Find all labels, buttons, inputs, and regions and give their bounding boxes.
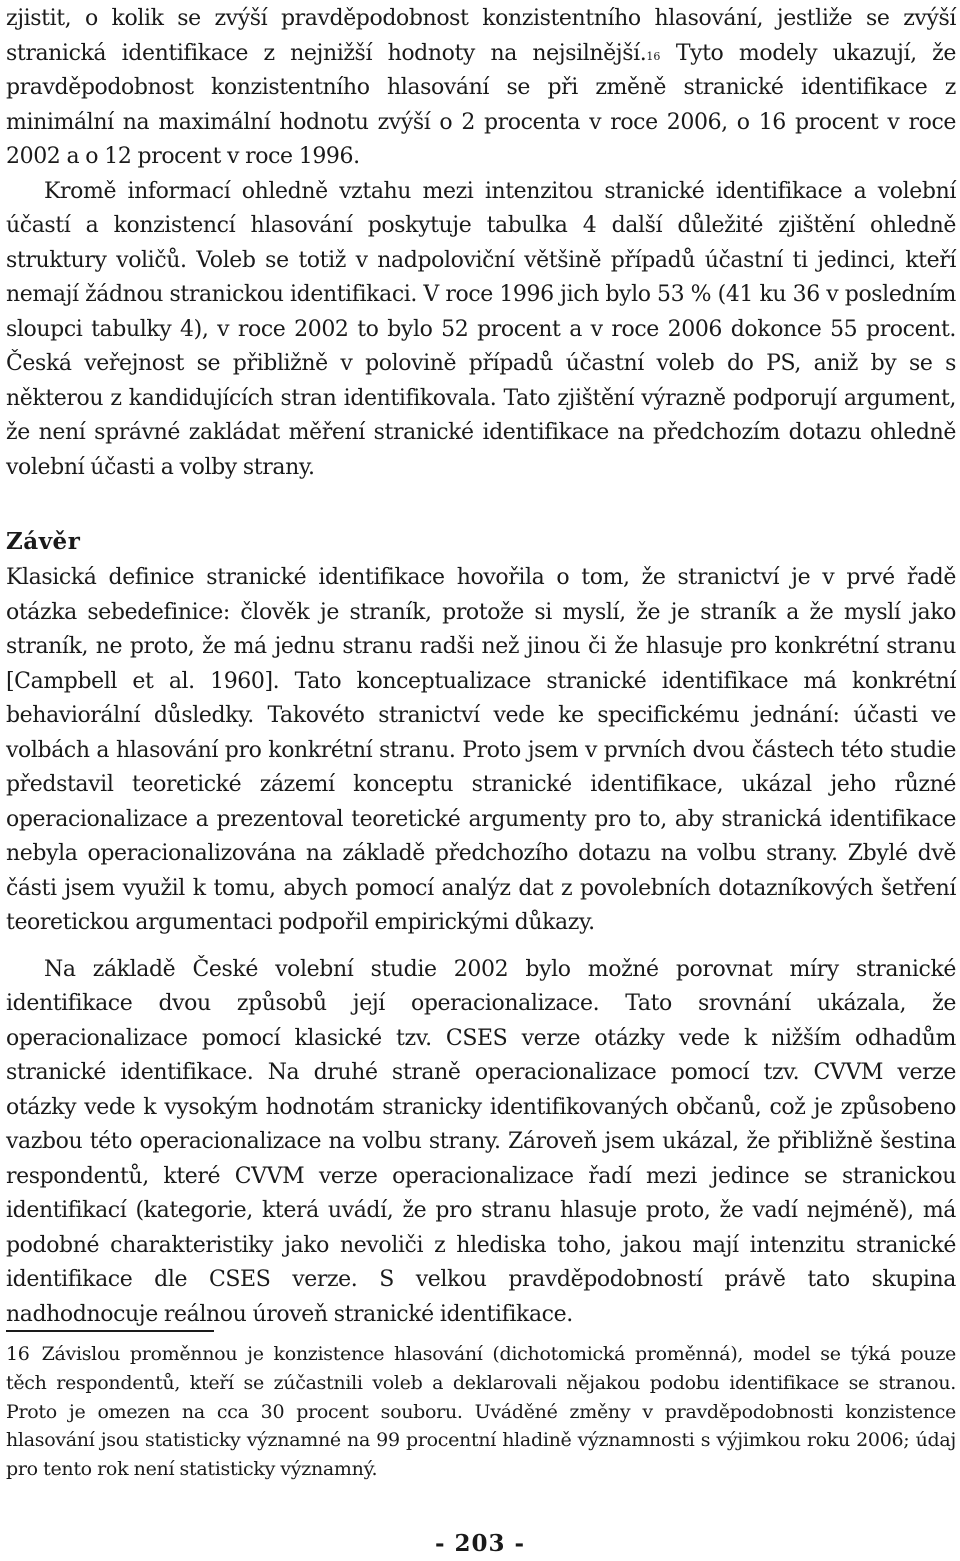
- conclusion-paragraph-1: Klasická definice stranické identifikace hovořila o tom, že stranictví je v prvé řadě otázka sebedefinice: člověk je straník, protože si myslí, že je straník a že myslí jako straník, ne proto, že má jednu stranu radši než jinou či že hlasuje pro konkrétní stranu [Campbell et al. 1960]. Tato konceptualizace stranické identifikace má konkrétní behaviorální důsledky. Takovéto stranictví vede ke specifickému jednání: účasti ve volbách a hlasování pro konkrétní stranu. Proto jsem v prvních dvou částech této studie představil teoretické zázemí konceptu stranické identifikace, ukázal jeho různé operacionalizace a prezentoval teoretické argumenty pro to, aby stranická identifikace nebyla operacionalizována na základě předchozího dotazu na volbu strany. Zbylé dvě části jsem využil k tomu, abych pomocí analýz dat z povolebních dotazníkových šetření teoretickou argumentaci podpořil empirickými důkazy.: [6, 565, 956, 935]
- footnote-reference[interactable]: 16: [646, 49, 661, 63]
- footnote-number: 16: [6, 1343, 30, 1365]
- body-paragraph-1-text: zjistit, o kolik se zvýší pravděpodobnost konzistentního hlasování, jestliže se zvýší stranická identifikace z nejnižší hodnoty na nejsilnější.: [6, 6, 956, 66]
- body-paragraph-1-continuation: Tyto modely ukazují, že pravděpodobnost konzistentního hlasování se při změně stranické identifikace z minimální na maximální hodnotu zvýší o 2 procenta v roce 2006, o 16 procent v roce 2002 a o 12 procent v roce 1996.: [6, 40, 956, 169]
- section-heading-conclusion: Závěr: [6, 528, 81, 555]
- footnote-text: Závislou proměnnou je konzistence hlasování (dichotomická proměnná), model se týká pouze těch respondentů, kteří se zúčastnili voleb a deklarovali nějakou podobu identifikace se stranou. Proto je omezen na cca 30 procent souboru. Uváděné změny v pravděpodobnosti konzistence hlasování jsou statisticky významné na 99 procentní hladině významnosti s výjimkou roku 2006; údaj pro tento rok není statisticky významný.: [6, 1343, 956, 1481]
- body-paragraph-2: Kromě informací ohledně vztahu mezi intenzitou stranické identifikace a volební účastí a konzistencí hlasování poskytuje tabulka 4 další důležité zjištění ohledně struktury voličů. Voleb se totiž v nadpoloviční většině případů účastní ti jedinci, kteří nemají žádnou stranickou identifikaci. V roce 1996 jich bylo 53 % (41 ku 36 v posledním sloupci tabulky 4), v roce 2002 to bylo 52 procent a v roce 2006 dokonce 55 procent. Česká veřejnost se přibližně v polovině případů účastní voleb do PS, aniž by se s některou z kandidujících stran identifikovala. Tato zjištění výrazně podporují argument, že není správné zakládat měření stranické identifikace na předchozím dotazu ohledně volební účasti a volby strany.: [6, 178, 956, 480]
- conclusion-paragraph-2: Na základě České volební studie 2002 bylo možné porovnat míry stranické identifikace dvou způsobů její operacionalizace. Tato srovnání ukázala, že operacionalizace pomocí klasické tzv. CSES verze otázky vede k nižším odhadům stranické identifikace. Na druhé straně operacionalizace pomocí tzv. CVVM verze otázky vede k vysokým hodnotám stranicky identifikovaných občanů, což je způsobeno vazbou této operacionalizace na volbu strany. Zároveň jsem ukázal, že přibližně šestina respondentů, které CVVM verze operacionalizace řadí mezi jedince se stranickou identifikací (kategorie, která uvádí, že pro stranu hlasuje proto, že vadí nejméně), má podobné charakteristiky jako nevoliči z hlediska toho, jakou mají intenzitu stranické identifikace dle CSES verze. S velkou pravděpodobností právě tato skupina nadhodnocuje reálnou úroveň stranické identifikace.: [6, 956, 956, 1327]
- page-body: [6, 0, 956, 1332]
- body-paragraph-1: [6, 2, 956, 175]
- footnote-divider: [6, 1330, 214, 1332]
- page-number: - 203 -: [434, 1530, 526, 1557]
- footnote: [6, 1340, 956, 1484]
